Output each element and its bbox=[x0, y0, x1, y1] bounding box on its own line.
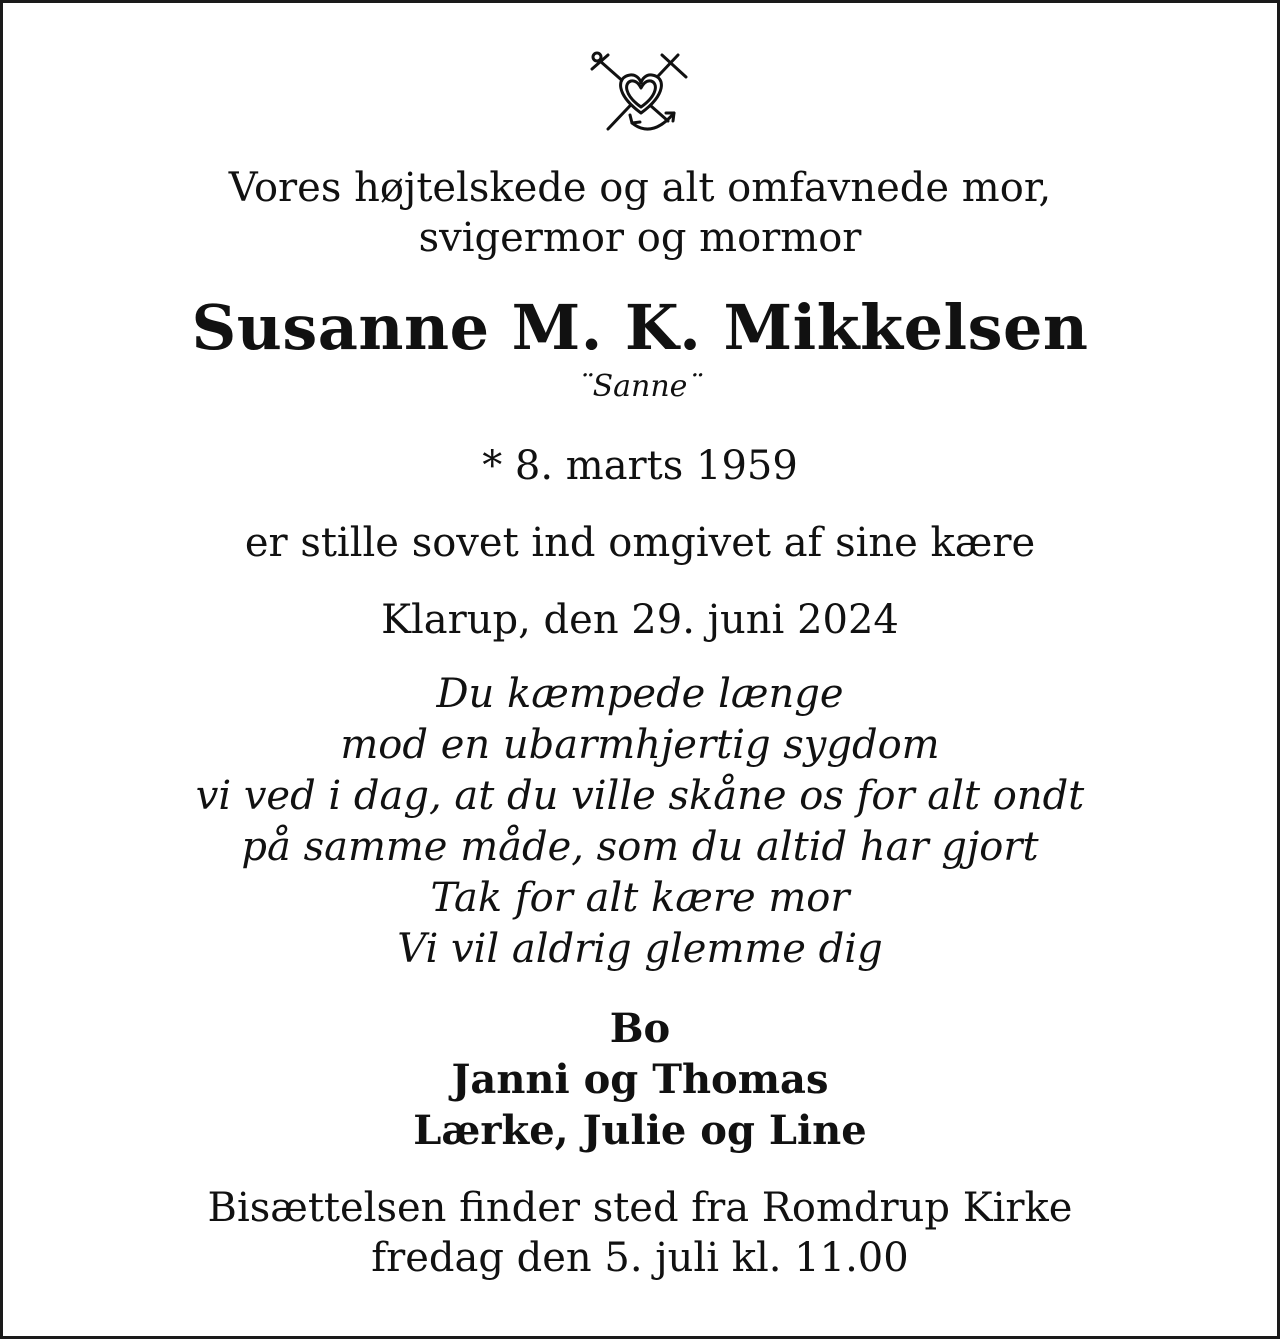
passing-statement: er stille sovet ind omgivet af sine kære bbox=[244, 520, 1036, 566]
intro-line-2: svigermor og mormor bbox=[418, 215, 862, 261]
poem-line: Tak for alt kære mor bbox=[430, 875, 850, 921]
poem-line: Vi vil aldrig glemme dig bbox=[397, 926, 883, 972]
poem-line: Du kæmpede længe bbox=[436, 671, 844, 717]
deceased-name: Susanne M. K. Mikkelsen bbox=[191, 291, 1089, 364]
family-line: Janni og Thomas bbox=[451, 1056, 829, 1103]
funeral-line-2: fredag den 5. juli kl. 11.00 bbox=[371, 1235, 909, 1281]
family-line: Lærke, Julie og Line bbox=[413, 1107, 867, 1154]
funeral-line-1: Bisættelsen finder sted fra Romdrup Kirke bbox=[207, 1185, 1073, 1231]
poem-line: vi ved i dag, at du ville skåne os for alt ondt bbox=[195, 773, 1085, 819]
place-and-date: Klarup, den 29. juni 2024 bbox=[381, 597, 899, 643]
intro-line-1: Vores højtelskede og alt omfavnede mor, bbox=[228, 165, 1052, 211]
deceased-nickname: ¨Sanne¨ bbox=[577, 369, 703, 404]
poem-line: mod en ubarmhjertig sygdom bbox=[340, 722, 940, 768]
faith-hope-love-icon bbox=[586, 43, 696, 138]
poem-line: på samme måde, som du altid har gjort bbox=[241, 824, 1039, 870]
birth-date: * 8. marts 1959 bbox=[482, 443, 798, 489]
family-line: Bo bbox=[609, 1005, 671, 1052]
